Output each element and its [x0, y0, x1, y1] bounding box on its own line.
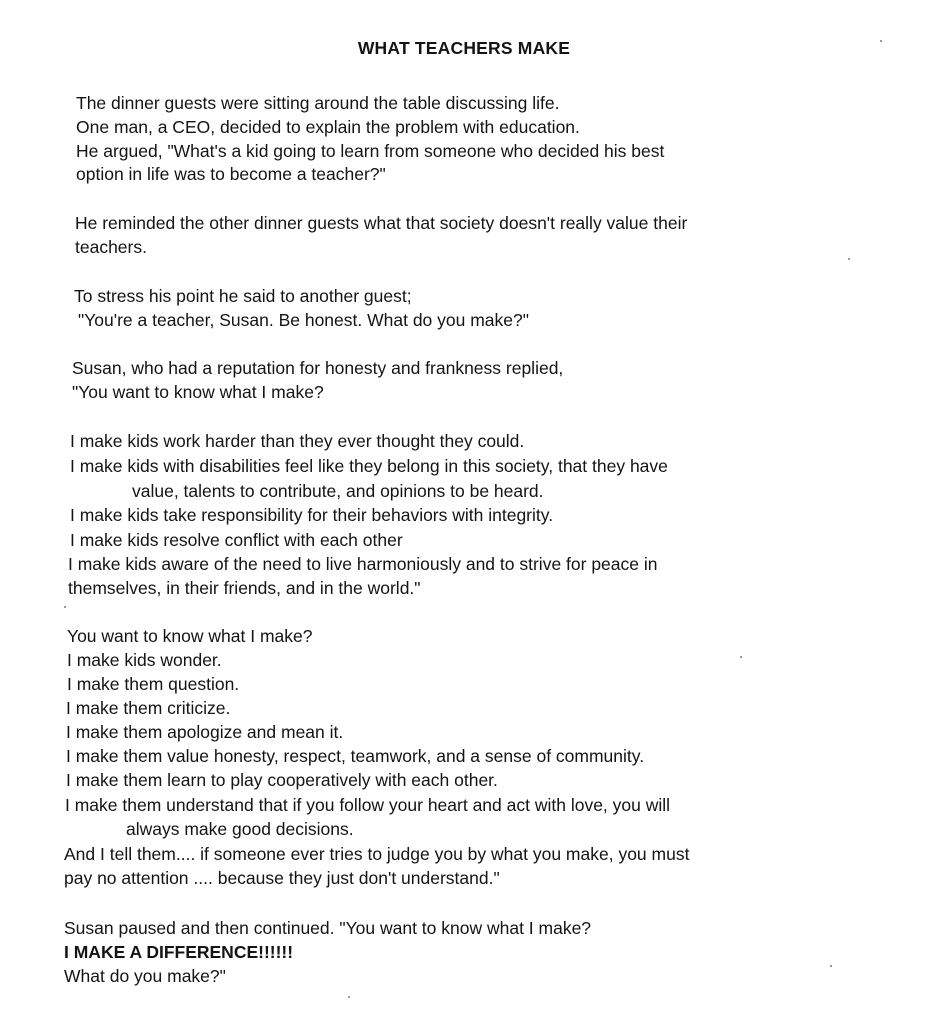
scan-speck — [740, 656, 742, 658]
text-line: One man, a CEO, decided to explain the problem with education. — [76, 117, 580, 137]
text-line: I make them value honesty, respect, teamwork, and a sense of community. — [66, 746, 645, 766]
text-line: I make kids resolve conflict with each other — [70, 530, 403, 550]
text-line: Susan paused and then continued. "You want to know what I make? — [64, 918, 592, 938]
text-line: "You want to know what I make? — [72, 382, 324, 402]
text-line: I make kids work harder than they ever thought they could. — [70, 431, 525, 451]
document-title: WHAT TEACHERS MAKE — [357, 38, 571, 58]
text-line: I make them learn to play cooperatively with each other. — [66, 770, 498, 790]
text-line: What do you make?" — [64, 966, 226, 986]
emphasis-line: I MAKE A DIFFERENCE!!!!!! — [64, 942, 294, 962]
scan-speck — [830, 965, 832, 967]
scan-speck — [348, 996, 350, 998]
text-line: I make kids aware of the need to live harmoniously and to strive for peace in — [68, 554, 658, 574]
text-line: I make them understand that if you follow your heart and act with love, you will — [65, 795, 671, 815]
text-line: teachers. — [75, 237, 147, 257]
text-line: I make kids wonder. — [67, 650, 222, 670]
text-line: I make kids take responsibility for their behaviors with integrity. — [70, 505, 554, 525]
text-line: I make them question. — [67, 674, 240, 694]
text-line: "You're a teacher, Susan. Be honest. What do you make?" — [78, 310, 529, 330]
scan-speck — [64, 606, 66, 608]
text-line: He argued, "What's a kid going to learn from someone who decided his best — [76, 141, 665, 161]
text-line: He reminded the other dinner guests what that society doesn't really value their — [75, 213, 688, 233]
text-line: I make them criticize. — [66, 698, 231, 718]
scan-speck — [880, 40, 882, 42]
text-line: And I tell them.... if someone ever tries to judge you by what you make, you must — [64, 844, 690, 864]
text-line: To stress his point he said to another guest; — [74, 286, 412, 306]
text-line: option in life was to become a teacher?" — [76, 164, 386, 184]
text-line: value, talents to contribute, and opinions to be heard. — [132, 481, 544, 501]
text-line: I make kids with disabilities feel like they belong in this society, that they have — [70, 456, 668, 476]
text-line: themselves, in their friends, and in the world." — [68, 578, 421, 598]
text-line: Susan, who had a reputation for honesty and frankness replied, — [72, 358, 564, 378]
text-line: pay no attention .... because they just don't understand." — [64, 868, 500, 888]
scan-speck — [848, 258, 850, 260]
text-line: The dinner guests were sitting around the table discussing life. — [76, 93, 560, 113]
text-line: I make them apologize and mean it. — [66, 722, 344, 742]
text-line: You want to know what I make? — [67, 626, 313, 646]
text-line: always make good decisions. — [126, 819, 354, 839]
